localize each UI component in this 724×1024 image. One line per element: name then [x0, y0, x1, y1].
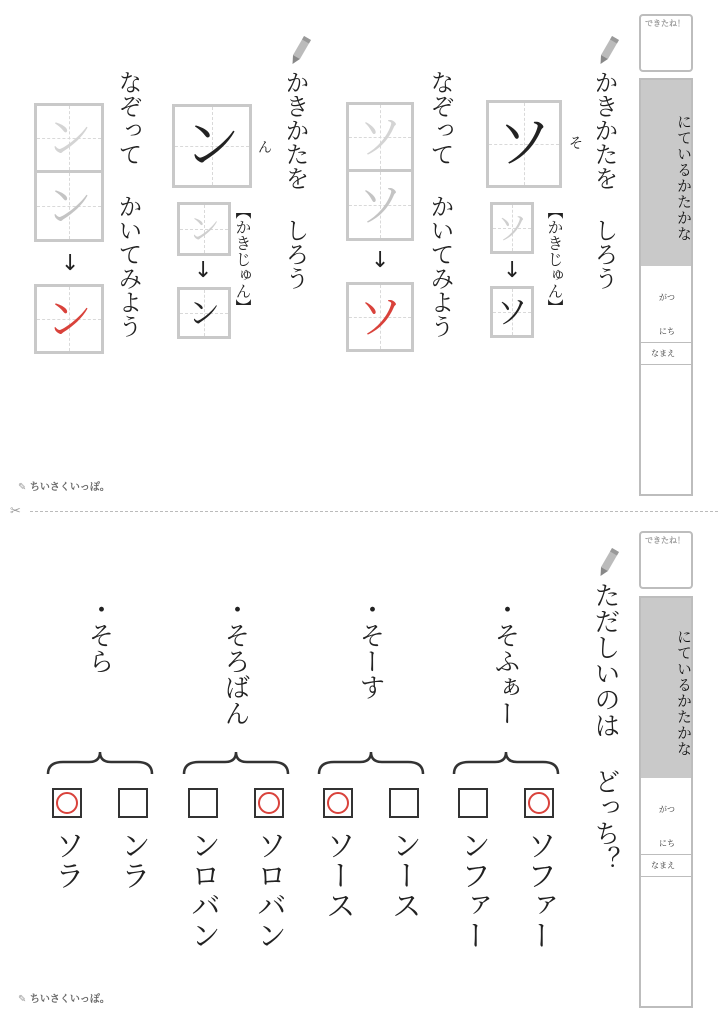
stroke-box-2-so	[490, 286, 534, 338]
pencil-icon	[288, 34, 312, 68]
logo-pencil-icon: ✎	[18, 994, 27, 1005]
name-label: なまえ	[651, 349, 675, 358]
brace-icon	[451, 750, 561, 776]
down-arrow-icon: ↓	[371, 248, 390, 273]
item-word: ・そろばん	[220, 596, 250, 726]
answer-checkbox[interactable]	[323, 788, 353, 818]
name-label: なまえ	[651, 861, 675, 870]
stroke-char-1-n: ン	[187, 210, 220, 248]
trace-char-3-n: ン	[46, 292, 92, 346]
stroke-box-1-n	[177, 202, 231, 256]
answer-checkbox[interactable]	[52, 788, 82, 818]
brace-icon	[45, 750, 155, 776]
trace-box-1-so[interactable]	[346, 102, 414, 172]
correct-circle-icon	[258, 792, 280, 814]
down-arrow-icon: ↓	[61, 251, 80, 276]
brace-icon	[181, 750, 291, 776]
item-word: ・そーす	[355, 596, 385, 700]
down-arrow-icon: ↓	[503, 258, 522, 283]
logo-text: ちいさくいっぽ。	[29, 482, 110, 493]
pencil-icon	[596, 34, 620, 68]
correct-circle-icon	[56, 792, 78, 814]
stroke-order-label-2: 【かきじゅん】	[233, 203, 252, 315]
instruction-write-2: かきかたを しろう	[281, 70, 309, 290]
month-label: がつ	[659, 293, 675, 302]
model-box-n	[172, 104, 252, 188]
trace-box-2-n[interactable]	[34, 170, 104, 242]
trace-box-1-n[interactable]	[34, 103, 104, 173]
day-label: にち	[659, 839, 675, 848]
trace-char-2-so: ソ	[357, 178, 403, 232]
day-label: にち	[659, 327, 675, 336]
pencil-icon	[596, 546, 620, 580]
done-stamp-box	[639, 531, 693, 589]
answer-checkbox[interactable]	[389, 788, 419, 818]
model-box-so	[486, 100, 562, 188]
answer-choice-text: ソラ	[49, 830, 84, 890]
furigana-n: ん	[258, 140, 272, 156]
sidebar-title: にているかたかな	[641, 598, 691, 778]
brand-logo	[18, 990, 110, 1005]
trace-box-3-so[interactable]	[346, 282, 414, 352]
month-label: がつ	[659, 805, 675, 814]
logo-text: ちいさくいっぽ。	[29, 994, 110, 1005]
stroke-char-2-n: ン	[187, 294, 220, 332]
answer-choice-text: ソファー	[521, 830, 556, 950]
cut-line	[30, 511, 718, 512]
done-stamp-label: できたね！	[645, 19, 685, 28]
sidebar-divider	[641, 364, 691, 365]
trace-char-3-so: ソ	[357, 290, 403, 344]
brand-logo	[18, 478, 110, 493]
done-stamp-label: できたね！	[645, 536, 685, 545]
stroke-box-1-so	[490, 202, 534, 254]
answer-checkbox[interactable]	[254, 788, 284, 818]
instruction-write: かきかたを しろう	[590, 70, 618, 290]
scissors-icon: ✂	[10, 504, 21, 519]
correct-circle-icon	[528, 792, 550, 814]
item-word: ・そら	[84, 596, 114, 674]
instruction-trace-so: なぞって かいてみよう	[426, 70, 454, 338]
answer-choice-text: ンラ	[115, 830, 150, 890]
answer-checkbox[interactable]	[188, 788, 218, 818]
answer-choice-text: ソロバン	[251, 830, 286, 950]
stroke-order-label: 【かきじゅん】	[545, 203, 564, 315]
sidebar	[639, 596, 693, 1008]
sidebar	[639, 78, 693, 496]
trace-char-1-n: ン	[46, 111, 92, 165]
trace-char-1-so: ソ	[357, 110, 403, 164]
sidebar-divider	[641, 854, 691, 855]
stroke-char-1-so: ソ	[495, 209, 528, 247]
done-stamp-box	[639, 14, 693, 72]
trace-char-2-n: ン	[46, 179, 92, 233]
item-word: ・そふぁー	[490, 596, 520, 726]
sidebar-title: にているかたかな	[641, 80, 691, 266]
down-arrow-icon: ↓	[194, 258, 213, 283]
sidebar-divider	[641, 342, 691, 343]
trace-box-3-n[interactable]	[34, 284, 104, 354]
sidebar-divider	[641, 876, 691, 877]
stroke-char-2-so: ソ	[495, 293, 528, 331]
correct-circle-icon	[327, 792, 349, 814]
answer-checkbox[interactable]	[118, 788, 148, 818]
brace-icon	[316, 750, 426, 776]
answer-choice-text: ンロバン	[185, 830, 220, 950]
trace-box-2-so[interactable]	[346, 169, 414, 241]
model-char-so: ソ	[496, 111, 552, 176]
stroke-box-2-n	[177, 287, 231, 339]
furigana-so: そ	[569, 136, 583, 152]
question-text: ただしいのは どっち？	[590, 582, 620, 872]
model-char-n: ン	[184, 113, 240, 178]
logo-pencil-icon: ✎	[18, 482, 27, 493]
answer-choice-text: ンファー	[455, 830, 490, 950]
answer-checkbox[interactable]	[524, 788, 554, 818]
answer-choice-text: ンース	[386, 830, 421, 920]
answer-checkbox[interactable]	[458, 788, 488, 818]
instruction-trace-n: なぞって かいてみよう	[114, 70, 142, 338]
answer-choice-text: ソース	[320, 830, 355, 920]
